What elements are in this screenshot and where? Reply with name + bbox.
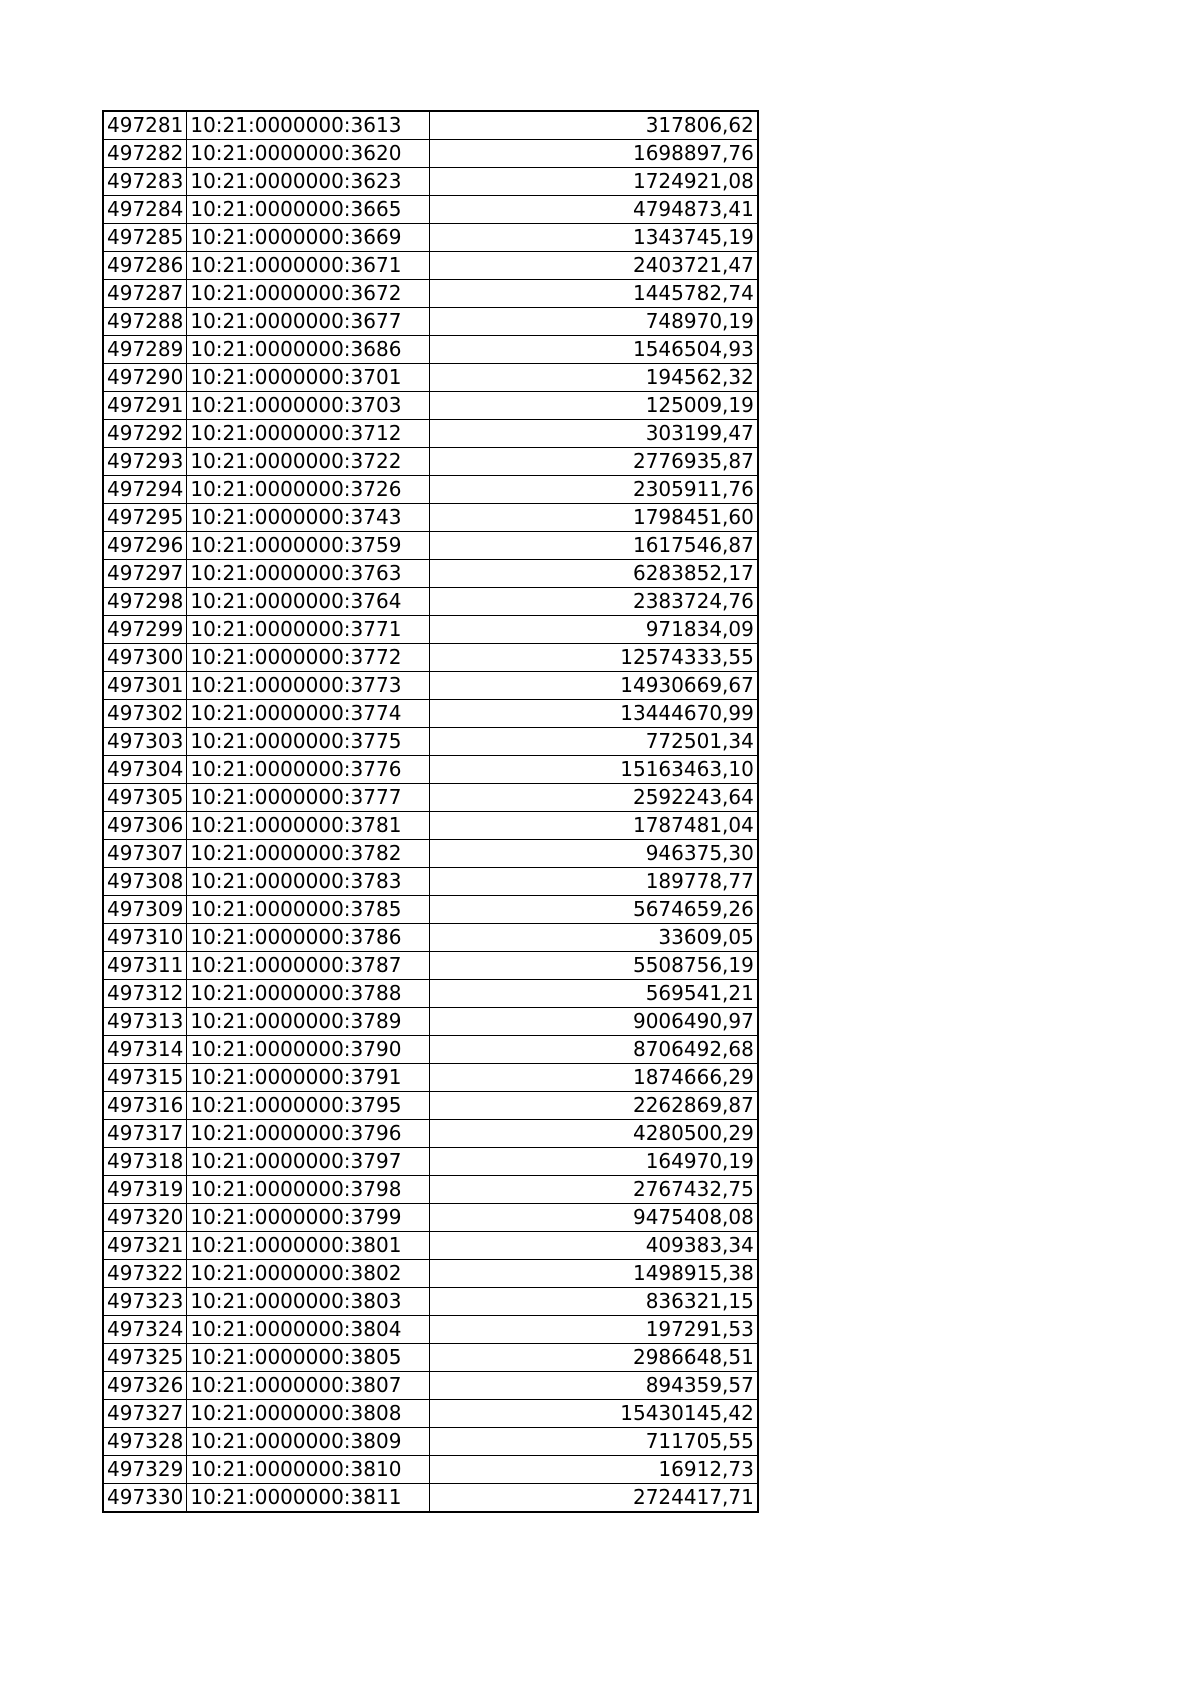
table-row xyxy=(103,812,758,840)
value-cell: 14930669,67 xyxy=(430,672,758,700)
table-row xyxy=(103,1148,758,1176)
cadastral-number-cell: 10:21:0000000:3722 xyxy=(187,448,430,476)
value-cell: 711705,55 xyxy=(430,1428,758,1456)
row-number-cell: 497326 xyxy=(103,1372,187,1400)
row-number-cell: 497281 xyxy=(103,111,187,140)
value-cell: 894359,57 xyxy=(430,1372,758,1400)
cadastral-number-cell: 10:21:0000000:3613 xyxy=(187,111,430,140)
table-row xyxy=(103,924,758,952)
table-row xyxy=(103,308,758,336)
value-cell: 4280500,29 xyxy=(430,1120,758,1148)
value-cell: 836321,15 xyxy=(430,1288,758,1316)
cadastral-number-cell: 10:21:0000000:3810 xyxy=(187,1456,430,1484)
value-cell: 9006490,97 xyxy=(430,1008,758,1036)
cadastral-number-cell: 10:21:0000000:3772 xyxy=(187,644,430,672)
table-row xyxy=(103,420,758,448)
row-number-cell: 497328 xyxy=(103,1428,187,1456)
cadastral-number-cell: 10:21:0000000:3775 xyxy=(187,728,430,756)
row-number-cell: 497320 xyxy=(103,1204,187,1232)
row-number-cell: 497329 xyxy=(103,1456,187,1484)
value-cell: 2724417,71 xyxy=(430,1484,758,1513)
cadastral-number-cell: 10:21:0000000:3805 xyxy=(187,1344,430,1372)
row-number-cell: 497288 xyxy=(103,308,187,336)
table-row xyxy=(103,280,758,308)
value-cell: 946375,30 xyxy=(430,840,758,868)
table-row xyxy=(103,588,758,616)
row-number-cell: 497321 xyxy=(103,1232,187,1260)
value-cell: 1787481,04 xyxy=(430,812,758,840)
value-cell: 125009,19 xyxy=(430,392,758,420)
cadastral-number-cell: 10:21:0000000:3799 xyxy=(187,1204,430,1232)
cadastral-number-cell: 10:21:0000000:3809 xyxy=(187,1428,430,1456)
cadastral-number-cell: 10:21:0000000:3790 xyxy=(187,1036,430,1064)
table-row xyxy=(103,952,758,980)
table-row xyxy=(103,784,758,812)
cadastral-number-cell: 10:21:0000000:3789 xyxy=(187,1008,430,1036)
value-cell: 1874666,29 xyxy=(430,1064,758,1092)
value-cell: 317806,62 xyxy=(430,111,758,140)
table-row xyxy=(103,896,758,924)
table-row xyxy=(103,756,758,784)
row-number-cell: 497287 xyxy=(103,280,187,308)
cadastral-number-cell: 10:21:0000000:3804 xyxy=(187,1316,430,1344)
row-number-cell: 497289 xyxy=(103,336,187,364)
cadastral-value-table xyxy=(102,110,759,1513)
row-number-cell: 497317 xyxy=(103,1120,187,1148)
table-row xyxy=(103,504,758,532)
cadastral-number-cell: 10:21:0000000:3783 xyxy=(187,868,430,896)
table-row xyxy=(103,1372,758,1400)
value-cell: 971834,09 xyxy=(430,616,758,644)
value-cell: 197291,53 xyxy=(430,1316,758,1344)
row-number-cell: 497322 xyxy=(103,1260,187,1288)
table-row xyxy=(103,476,758,504)
value-cell: 2986648,51 xyxy=(430,1344,758,1372)
value-cell: 2403721,47 xyxy=(430,252,758,280)
table-row xyxy=(103,1316,758,1344)
table-row xyxy=(103,336,758,364)
row-number-cell: 497294 xyxy=(103,476,187,504)
value-cell: 33609,05 xyxy=(430,924,758,952)
cadastral-number-cell: 10:21:0000000:3791 xyxy=(187,1064,430,1092)
table-row xyxy=(103,700,758,728)
row-number-cell: 497283 xyxy=(103,168,187,196)
cadastral-number-cell: 10:21:0000000:3797 xyxy=(187,1148,430,1176)
table-row xyxy=(103,1176,758,1204)
value-cell: 1724921,08 xyxy=(430,168,758,196)
table-row xyxy=(103,364,758,392)
value-cell: 13444670,99 xyxy=(430,700,758,728)
cadastral-number-cell: 10:21:0000000:3701 xyxy=(187,364,430,392)
table-row xyxy=(103,644,758,672)
cadastral-number-cell: 10:21:0000000:3801 xyxy=(187,1232,430,1260)
row-number-cell: 497318 xyxy=(103,1148,187,1176)
cadastral-number-cell: 10:21:0000000:3686 xyxy=(187,336,430,364)
cadastral-number-cell: 10:21:0000000:3763 xyxy=(187,560,430,588)
value-cell: 748970,19 xyxy=(430,308,758,336)
table-row xyxy=(103,1344,758,1372)
row-number-cell: 497310 xyxy=(103,924,187,952)
table-row xyxy=(103,196,758,224)
cadastral-number-cell: 10:21:0000000:3795 xyxy=(187,1092,430,1120)
cadastral-number-cell: 10:21:0000000:3771 xyxy=(187,616,430,644)
cadastral-number-cell: 10:21:0000000:3782 xyxy=(187,840,430,868)
cadastral-number-cell: 10:21:0000000:3781 xyxy=(187,812,430,840)
row-number-cell: 497307 xyxy=(103,840,187,868)
cadastral-number-cell: 10:21:0000000:3672 xyxy=(187,280,430,308)
cadastral-number-cell: 10:21:0000000:3764 xyxy=(187,588,430,616)
cadastral-number-cell: 10:21:0000000:3620 xyxy=(187,140,430,168)
row-number-cell: 497291 xyxy=(103,392,187,420)
value-cell: 5508756,19 xyxy=(430,952,758,980)
table-row xyxy=(103,1064,758,1092)
row-number-cell: 497285 xyxy=(103,224,187,252)
table-row xyxy=(103,728,758,756)
table-row xyxy=(103,560,758,588)
cadastral-number-cell: 10:21:0000000:3773 xyxy=(187,672,430,700)
table-row xyxy=(103,1204,758,1232)
table-row xyxy=(103,392,758,420)
cadastral-number-cell: 10:21:0000000:3802 xyxy=(187,1260,430,1288)
value-cell: 2776935,87 xyxy=(430,448,758,476)
table-row xyxy=(103,224,758,252)
value-cell: 6283852,17 xyxy=(430,560,758,588)
row-number-cell: 497304 xyxy=(103,756,187,784)
row-number-cell: 497323 xyxy=(103,1288,187,1316)
table-row xyxy=(103,980,758,1008)
table-row xyxy=(103,448,758,476)
table-row xyxy=(103,1260,758,1288)
row-number-cell: 497306 xyxy=(103,812,187,840)
row-number-cell: 497313 xyxy=(103,1008,187,1036)
value-cell: 194562,32 xyxy=(430,364,758,392)
cadastral-number-cell: 10:21:0000000:3796 xyxy=(187,1120,430,1148)
cadastral-number-cell: 10:21:0000000:3777 xyxy=(187,784,430,812)
value-cell: 5674659,26 xyxy=(430,896,758,924)
cadastral-number-cell: 10:21:0000000:3677 xyxy=(187,308,430,336)
row-number-cell: 497300 xyxy=(103,644,187,672)
value-cell: 1698897,76 xyxy=(430,140,758,168)
cadastral-number-cell: 10:21:0000000:3776 xyxy=(187,756,430,784)
table-row xyxy=(103,140,758,168)
row-number-cell: 497301 xyxy=(103,672,187,700)
value-cell: 12574333,55 xyxy=(430,644,758,672)
table-row xyxy=(103,1288,758,1316)
row-number-cell: 497282 xyxy=(103,140,187,168)
row-number-cell: 497297 xyxy=(103,560,187,588)
row-number-cell: 497293 xyxy=(103,448,187,476)
row-number-cell: 497303 xyxy=(103,728,187,756)
table-row xyxy=(103,1008,758,1036)
value-cell: 1445782,74 xyxy=(430,280,758,308)
value-cell: 409383,34 xyxy=(430,1232,758,1260)
row-number-cell: 497284 xyxy=(103,196,187,224)
cadastral-number-cell: 10:21:0000000:3743 xyxy=(187,504,430,532)
cadastral-number-cell: 10:21:0000000:3669 xyxy=(187,224,430,252)
table-row xyxy=(103,532,758,560)
value-cell: 1498915,38 xyxy=(430,1260,758,1288)
cadastral-number-cell: 10:21:0000000:3774 xyxy=(187,700,430,728)
value-cell: 15163463,10 xyxy=(430,756,758,784)
cadastral-number-cell: 10:21:0000000:3811 xyxy=(187,1484,430,1513)
table-row xyxy=(103,1400,758,1428)
cadastral-number-cell: 10:21:0000000:3726 xyxy=(187,476,430,504)
value-cell: 2383724,76 xyxy=(430,588,758,616)
table-row xyxy=(103,1484,758,1513)
row-number-cell: 497311 xyxy=(103,952,187,980)
row-number-cell: 497298 xyxy=(103,588,187,616)
table-row xyxy=(103,111,758,140)
table-row xyxy=(103,868,758,896)
row-number-cell: 497290 xyxy=(103,364,187,392)
value-cell: 2767432,75 xyxy=(430,1176,758,1204)
table-row xyxy=(103,616,758,644)
cadastral-number-cell: 10:21:0000000:3786 xyxy=(187,924,430,952)
row-number-cell: 497330 xyxy=(103,1484,187,1513)
table-body xyxy=(103,111,758,1512)
cadastral-number-cell: 10:21:0000000:3671 xyxy=(187,252,430,280)
value-cell: 16912,73 xyxy=(430,1456,758,1484)
value-cell: 8706492,68 xyxy=(430,1036,758,1064)
row-number-cell: 497316 xyxy=(103,1092,187,1120)
cadastral-number-cell: 10:21:0000000:3785 xyxy=(187,896,430,924)
table-row xyxy=(103,1456,758,1484)
row-number-cell: 497315 xyxy=(103,1064,187,1092)
row-number-cell: 497305 xyxy=(103,784,187,812)
row-number-cell: 497325 xyxy=(103,1344,187,1372)
row-number-cell: 497319 xyxy=(103,1176,187,1204)
value-cell: 569541,21 xyxy=(430,980,758,1008)
row-number-cell: 497296 xyxy=(103,532,187,560)
row-number-cell: 497309 xyxy=(103,896,187,924)
row-number-cell: 497324 xyxy=(103,1316,187,1344)
table-row xyxy=(103,252,758,280)
cadastral-number-cell: 10:21:0000000:3787 xyxy=(187,952,430,980)
row-number-cell: 497295 xyxy=(103,504,187,532)
value-cell: 9475408,08 xyxy=(430,1204,758,1232)
row-number-cell: 497292 xyxy=(103,420,187,448)
cadastral-number-cell: 10:21:0000000:3703 xyxy=(187,392,430,420)
value-cell: 4794873,41 xyxy=(430,196,758,224)
row-number-cell: 497302 xyxy=(103,700,187,728)
row-number-cell: 497286 xyxy=(103,252,187,280)
table-row xyxy=(103,168,758,196)
value-cell: 303199,47 xyxy=(430,420,758,448)
table-row xyxy=(103,1232,758,1260)
value-cell: 1343745,19 xyxy=(430,224,758,252)
cadastral-number-cell: 10:21:0000000:3808 xyxy=(187,1400,430,1428)
cadastral-number-cell: 10:21:0000000:3798 xyxy=(187,1176,430,1204)
value-cell: 1798451,60 xyxy=(430,504,758,532)
cadastral-number-cell: 10:21:0000000:3803 xyxy=(187,1288,430,1316)
table-row xyxy=(103,1428,758,1456)
row-number-cell: 497314 xyxy=(103,1036,187,1064)
value-cell: 2262869,87 xyxy=(430,1092,758,1120)
value-cell: 189778,77 xyxy=(430,868,758,896)
value-cell: 15430145,42 xyxy=(430,1400,758,1428)
table-row xyxy=(103,672,758,700)
cadastral-number-cell: 10:21:0000000:3623 xyxy=(187,168,430,196)
value-cell: 1617546,87 xyxy=(430,532,758,560)
row-number-cell: 497327 xyxy=(103,1400,187,1428)
row-number-cell: 497299 xyxy=(103,616,187,644)
table-row xyxy=(103,840,758,868)
cadastral-number-cell: 10:21:0000000:3712 xyxy=(187,420,430,448)
value-cell: 772501,34 xyxy=(430,728,758,756)
table-row xyxy=(103,1092,758,1120)
cadastral-number-cell: 10:21:0000000:3788 xyxy=(187,980,430,1008)
cadastral-number-cell: 10:21:0000000:3665 xyxy=(187,196,430,224)
value-cell: 2592243,64 xyxy=(430,784,758,812)
value-cell: 2305911,76 xyxy=(430,476,758,504)
table-row xyxy=(103,1036,758,1064)
cadastral-number-cell: 10:21:0000000:3807 xyxy=(187,1372,430,1400)
row-number-cell: 497312 xyxy=(103,980,187,1008)
value-cell: 1546504,93 xyxy=(430,336,758,364)
table-row xyxy=(103,1120,758,1148)
row-number-cell: 497308 xyxy=(103,868,187,896)
value-cell: 164970,19 xyxy=(430,1148,758,1176)
cadastral-number-cell: 10:21:0000000:3759 xyxy=(187,532,430,560)
